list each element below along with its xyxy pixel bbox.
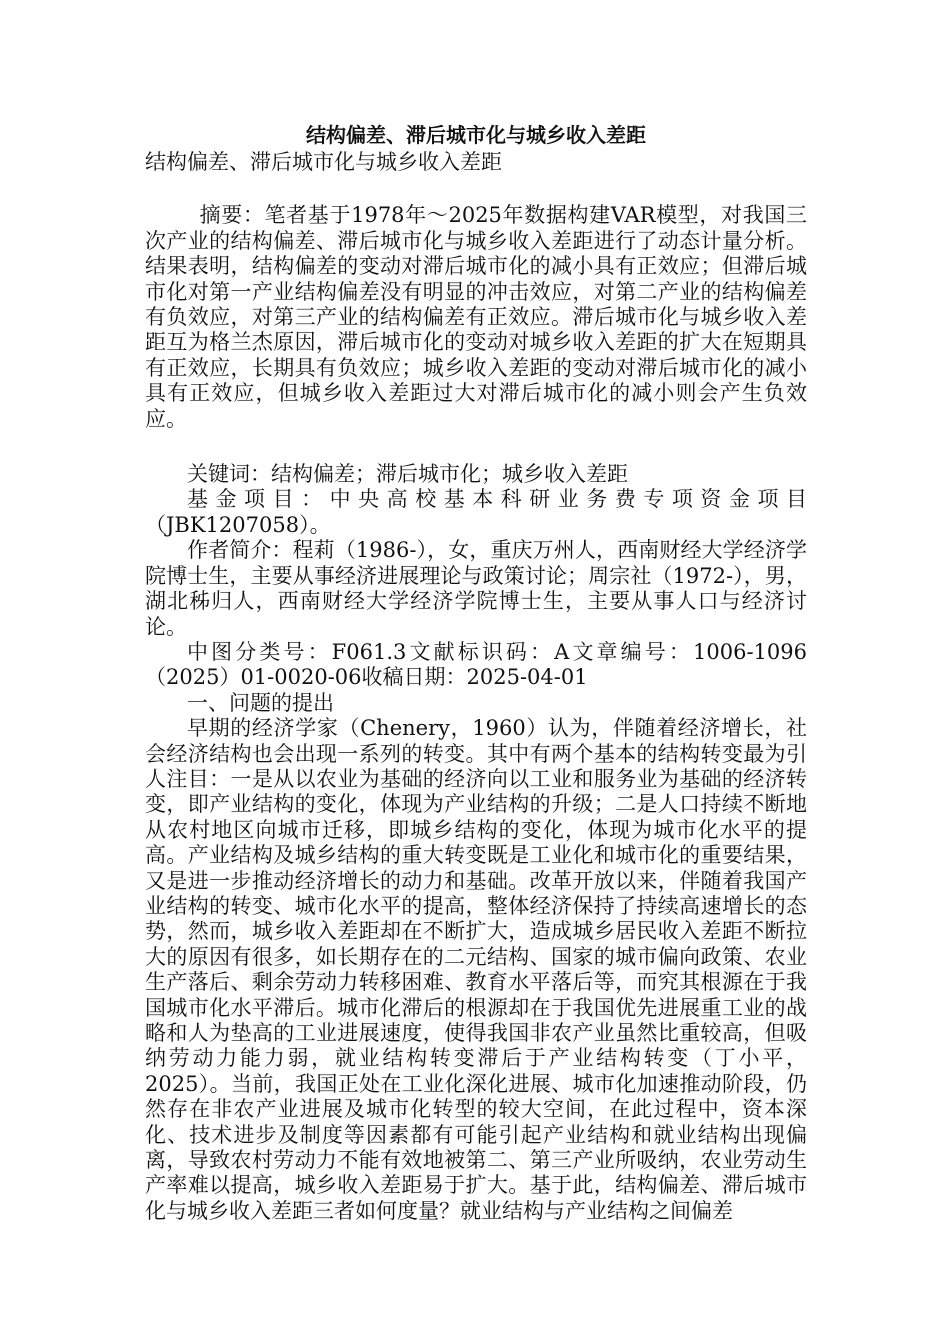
classification-info: 中图分类号：F061.3文献标识码：A文章编号：1006-1096（2025）01-0020-06收稿日期：2025-04-01 [145, 639, 807, 690]
body-paragraph: 早期的经济学家（Chenery，1960）认为，伴随着经济增长，社会经济结构也会出现一系列的转变。其中有两个基本的结构转变最为引人注目：一是从以农业为基础的经济向以工业和服务业为基础的经济转变，即产业结构的变化，体现为产业结构的升级；二是人口持续不断地从农村地区向城市迁移，即城乡结构的变化，体现为城市化水平的提高。产业结构及城乡结构的重大转变既是工业化和城市化的重要结果，又是进一步推动经济增长的动力和基础。改革开放以来，伴随着我国产业结构的转变、城市化水平的提高，整体经济保持了持续高速增长的态势，然而，城乡收入差距却在不断扩大，造成城乡居民收入差距不断拉大的原因有很多，如长期存在的二元结构、国家的城市偏向政策、农业生产落后、剩余劳动力转移困难、教育水平落后等，而究其根源在于我国城市化水平滞后。城市化滞后的根源却在于我国优先进展重工业的战略和人为垫高的工业进展速度，使得我国非农产业虽然比重较高，但吸纳劳动力能力弱，就业结构转变滞后于产业结构转变（丁小平，2025）。当前，我国正处在工业化深化进展、城市化加速推动阶段，仍然存在非农产业进展及城市化转型的较大空间，在此过程中，资本深化、技术进步及制度等因素都有可能引起产业结构和就业结构出现偏离，导致农村劳动力不能有效地被第二、第三产业所吸纳，农业劳动生产率难以提高，城乡收入差距易于扩大。基于此，结构偏差、滞后城市化与城乡收入差距三者如何度量？就业结构与产业结构之间偏差 [145, 716, 807, 1223]
author-info: 作者简介：程莉（1986-），女，重庆万州人，西南财经大学经济学院博士生，主要从事经济进展理论与政策讨论；周宗社（1972-），男，湖北秭归人，西南财经大学经济学院博士生，主要从事人口与经济讨论。 [145, 538, 807, 639]
fund-info: 基金项目：中央高校基本科研业务费专项资金项目（JBK1207058）。 [145, 487, 807, 537]
abstract-paragraph: 摘要：笔者基于1978年～2025年数据构建VAR模型，对我国三次产业的结构偏差、滞后城市化与城乡收入差距进行了动态计量分析。结果表明，结构偏差的变动对滞后城市化的减小具有正效应；但滞后城市化对第一产业结构偏差没有明显的冲击效应，对第二产业的结构偏差有负效应，对第三产业的结构偏差有正效应。滞后城市化与城乡收入差距互为格兰杰原因，滞后城市化的变动对城乡收入差距的扩大在短期具有正效应，长期具有负效应；城乡收入差距的变动对滞后城市化的减小具有正效应，但城乡收入差距过大对滞后城市化的减小则会产生负效应。 [145, 203, 807, 431]
document-title: 结构偏差、滞后城市化与城乡收入差距 [306, 123, 646, 147]
section-heading: 一、问题的提出 [187, 690, 334, 715]
keywords-line: 关键词：结构偏差；滞后城市化；城乡收入差距 [187, 462, 628, 487]
document-content [145, 122, 807, 1224]
document-subtitle: 结构偏差、滞后城市化与城乡收入差距 [145, 150, 502, 174]
